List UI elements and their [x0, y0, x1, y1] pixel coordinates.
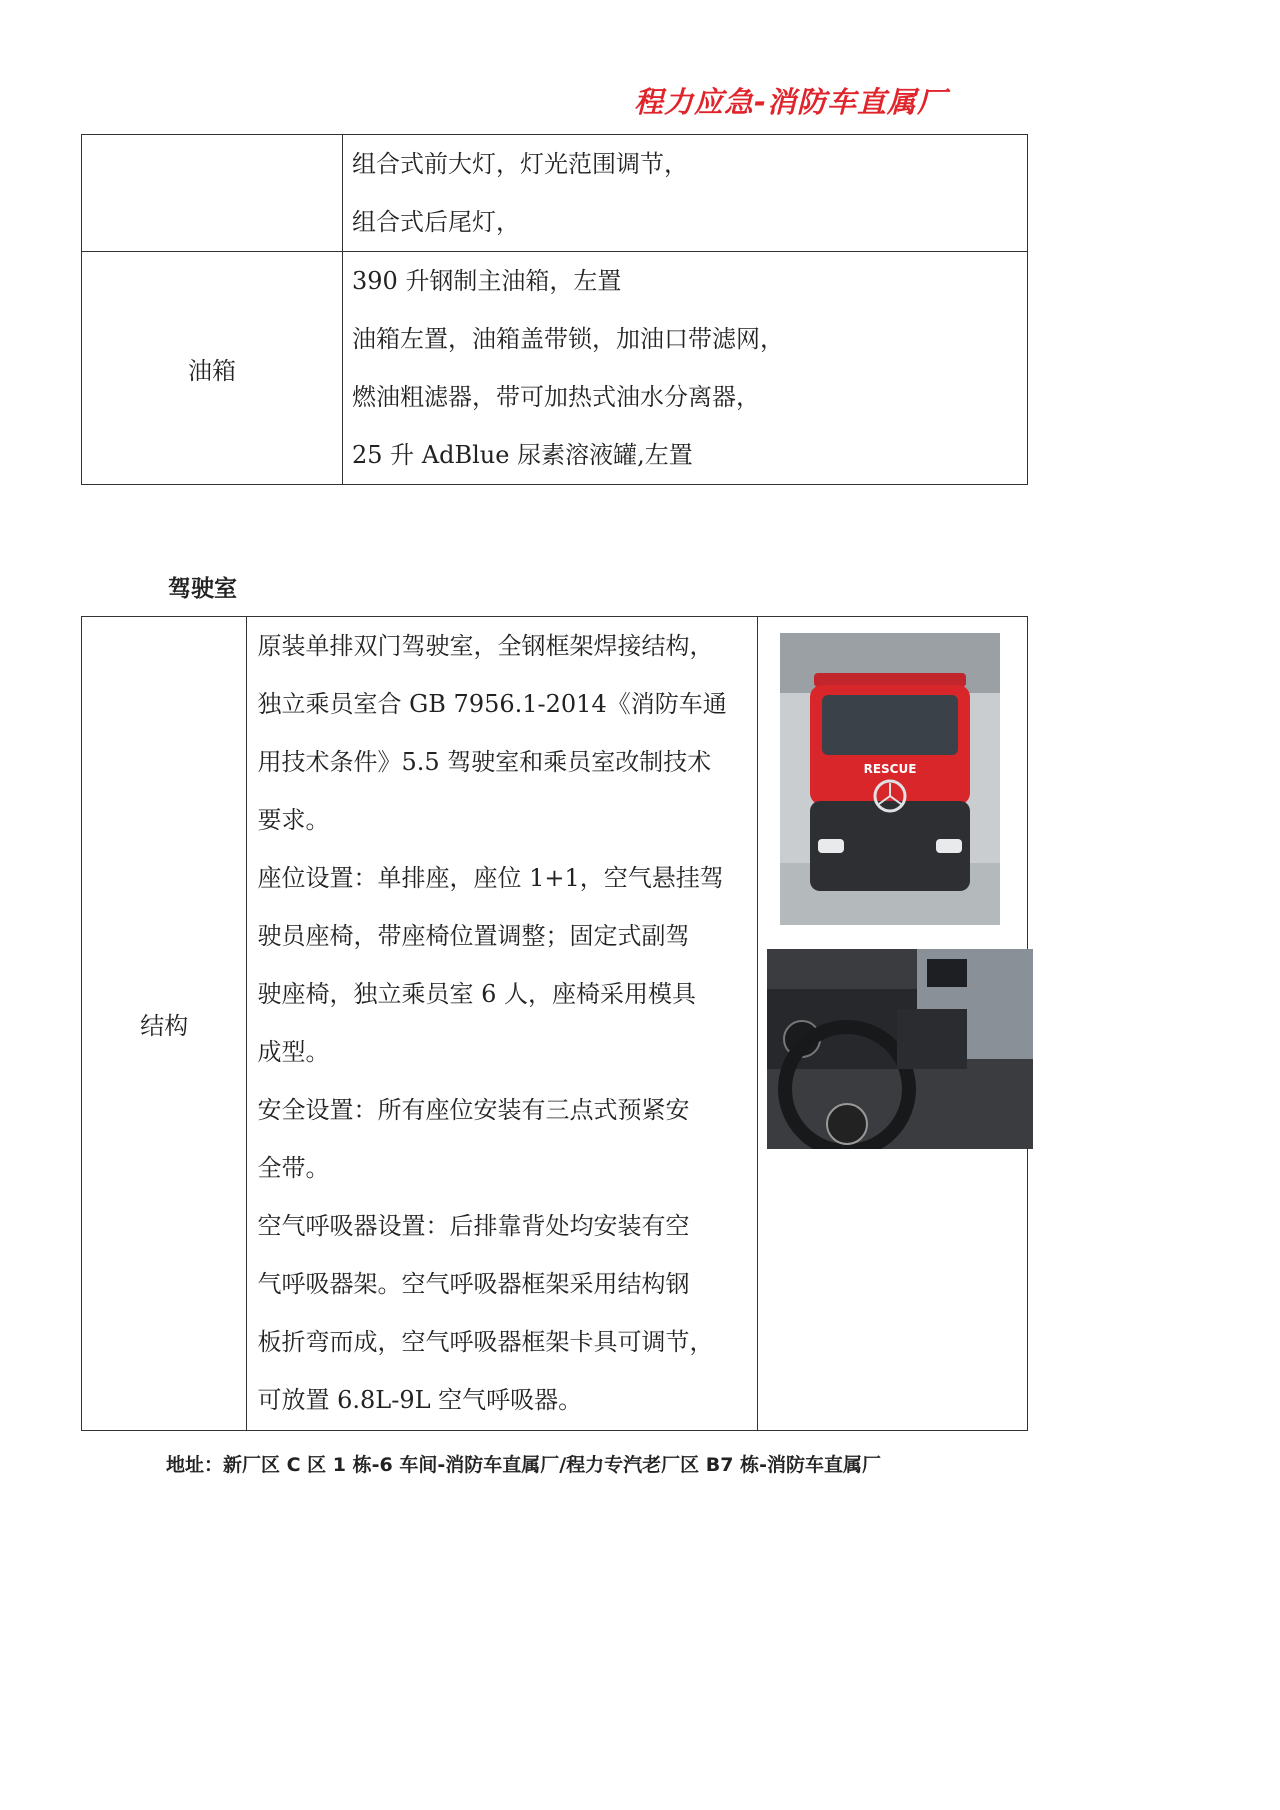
- spec-line: 要求。: [257, 806, 330, 834]
- spec-line: 原装单排双门驾驶室，全钢框架焊接结构，: [257, 632, 714, 660]
- row-label-structure: 结构: [82, 617, 247, 1431]
- spec-line: 板折弯而成，空气呼吸器框架卡具可调节，: [257, 1328, 714, 1356]
- spec-line: 独立乘员室合 GB 7956.1-2014《消防车通: [257, 690, 727, 718]
- row-label-fuel-tank: 油箱: [82, 252, 343, 485]
- photo-cell: [757, 617, 1027, 1431]
- footer-address: 地址：新厂区 C 区 1 栋-6 车间-消防车直属厂/程力专汽老厂区 B7 栋-消防车直属厂: [166, 1454, 881, 1476]
- spec-line: 可放置 6.8L-9L 空气呼吸器。: [257, 1386, 583, 1414]
- spec-line: 全带。: [257, 1154, 330, 1182]
- spec-line: 油箱左置，油箱盖带锁，加油口带滤网，: [352, 325, 784, 353]
- fire-truck-front-photo: [780, 633, 1000, 925]
- table-row: [82, 135, 1028, 252]
- spec-table-lighting-fuel: [81, 134, 1028, 485]
- spec-line: 390 升钢制主油箱，左置: [352, 267, 622, 295]
- row-label: [82, 135, 343, 252]
- truck-badge-text: RESCUE: [863, 762, 917, 776]
- spec-line: 用技术条件》5.5 驾驶室和乘员室改制技术: [257, 748, 712, 776]
- spec-line: 座位设置：单排座，座位 1+1，空气悬挂驾: [257, 864, 724, 892]
- spec-line: 驶座椅，独立乘员室 6 人，座椅采用模具: [257, 980, 697, 1008]
- section-title-cab: 驾驶室: [168, 576, 237, 602]
- row-content: [343, 252, 1028, 485]
- row-content: [247, 617, 757, 1431]
- spec-line: 成型。: [257, 1038, 330, 1066]
- spec-line: 组合式后尾灯，: [352, 208, 520, 236]
- spec-line: 安全设置：所有座位安装有三点式预紧安: [257, 1096, 690, 1124]
- header-brand: 程力应急-消防车直属厂: [634, 85, 948, 119]
- spec-line: 燃油粗滤器，带可加热式油水分离器，: [352, 383, 760, 411]
- spec-line: 驶员座椅，带座椅位置调整；固定式副驾: [257, 922, 690, 950]
- spec-line: 空气呼吸器设置：后排靠背处均安装有空: [257, 1212, 690, 1240]
- spec-line: 25 升 AdBlue 尿素溶液罐,左置: [352, 441, 693, 469]
- spec-line: 组合式前大灯，灯光范围调节，: [352, 150, 688, 178]
- table-row: [82, 252, 1028, 485]
- cab-interior-photo: [767, 949, 1033, 1149]
- row-content: [343, 135, 1028, 252]
- table-row: [82, 617, 1028, 1431]
- spec-table-cab: [81, 616, 1028, 1431]
- spec-line: 气呼吸器架。空气呼吸器框架采用结构钢: [257, 1270, 690, 1298]
